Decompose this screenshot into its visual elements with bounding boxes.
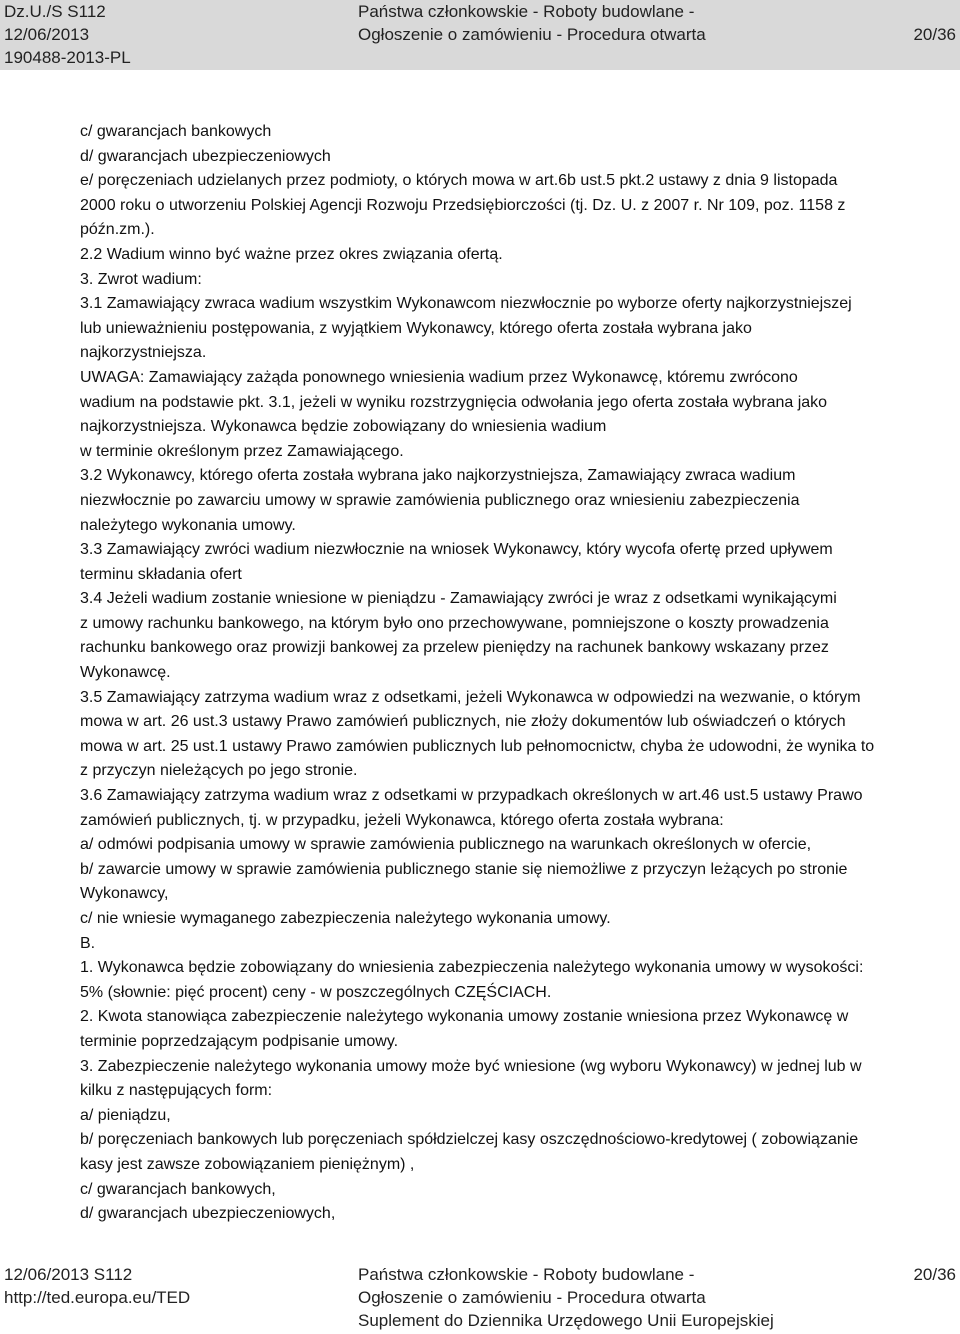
- text-line: z umowy rachunku bankowego, na którym było ono przechowywane, pomniejszone o koszty prowadzenia: [80, 614, 829, 632]
- text-line: 3. Zwrot wadium:: [80, 270, 202, 288]
- text-line: 5% (słownie: pięć procent) ceny - w poszczególnych CZĘŚCIACH.: [80, 983, 552, 1001]
- text-line: wadium na podstawie pkt. 3.1, jeżeli w wyniku rozstrzygnięcia odwołania jego oferta została wybrana jako: [80, 393, 828, 411]
- text-line: 3.1 Zamawiający zwraca wadium wszystkim Wykonawcom niezwłocznie po wyborze oferty najkorzystniejszej: [80, 295, 852, 313]
- text-line: 2. Kwota stanowiąca zabezpieczenie należytego wykonania umowy zostanie wniesiona przez Wykonawcę w: [80, 1008, 849, 1026]
- text-line: a/ odmówi podpisania umowy w sprawie zamówienia publicznego na warunkach określonych w ofercie,: [80, 836, 812, 854]
- footer-date-issue: 12/06/2013 S112: [4, 1265, 133, 1284]
- text-line: d/ gwarancjach ubezpieczeniowych: [80, 147, 331, 165]
- text-line: zamówień publicznych, tj. w przypadku, jeżeli Wykonawca, którego oferta została wybrana:: [80, 811, 724, 829]
- text-line: c/ gwarancjach bankowych,: [80, 1180, 276, 1198]
- header-page-number: 20/36: [913, 25, 956, 44]
- text-line: b/ zawarcie umowy w sprawie zamówienia publicznego stanie się niemożliwe z przyczyn leżących po stronie: [80, 860, 848, 878]
- text-line: terminie poprzedzającym podpisanie umowy.: [80, 1032, 399, 1050]
- text-line: mowa w art. 25 ust.1 ustawy Prawo zamówien publicznych lub pełnomocnictw, chyba że udowodni, że wynika to: [80, 737, 875, 755]
- header-date: 12/06/2013: [4, 25, 90, 44]
- header-title-line-2: Ogłoszenie o zamówieniu - Procedura otwarta: [358, 25, 706, 44]
- header-notice-id: 190488-2013-PL: [4, 48, 131, 67]
- text-line: Wykonawcę.: [80, 664, 171, 682]
- text-line: Wykonawcy,: [80, 885, 169, 903]
- footer-url-link[interactable]: http://ted.europa.eu/TED: [4, 1288, 191, 1307]
- text-line: w terminie określonym przez Zamawiającego.: [80, 442, 404, 460]
- text-line: najkorzystniejsza.: [80, 344, 207, 362]
- text-line: 3. Zabezpieczenie należytego wykonania umowy może być wniesione (wg wyboru Wykonawcy) w jednej lub w: [80, 1057, 862, 1075]
- text-line: późn.zm.).: [80, 221, 155, 239]
- header-journal-ref: Dz.U./S S112: [4, 2, 106, 21]
- footer-title-line-1: Państwa członkowskie - Roboty budowlane -: [358, 1265, 695, 1284]
- page-header: [0, 0, 960, 70]
- text-line: e/ poręczeniach udzielanych przez podmioty, o których mowa w art.6b ust.5 pkt.2 ustawy z dnia 9 listopada: [80, 172, 838, 190]
- text-line: 1. Wykonawca będzie zobowiązany do wniesienia zabezpieczenia należytego wykonania umowy w wysokości:: [80, 959, 864, 977]
- text-line: niezwłocznie po zawarciu umowy w sprawie zamówienia publicznego oraz wniesieniu zabezpieczenia: [80, 491, 800, 509]
- text-line: 2.2 Wadium winno być ważne przez okres związania ofertą.: [80, 245, 503, 263]
- text-line: 3.5 Zamawiający zatrzyma wadium wraz z odsetkami, jeżeli Wykonawca w odpowiedzi na wezwanie, o którym: [80, 688, 861, 706]
- text-line: mowa w art. 26 ust.3 ustawy Prawo zamówień publicznych, nie złoży dokumentów lub oświadczeń o których: [80, 713, 846, 731]
- text-line: należytego wykonania umowy.: [80, 516, 296, 534]
- text-line: terminu składania ofert: [80, 565, 242, 583]
- text-line: c/ gwarancjach bankowych: [80, 123, 272, 140]
- text-line: 3.3 Zamawiający zwróci wadium niezwłocznie na wniosek Wykonawcy, który wycofa ofertę przed upływem: [80, 541, 833, 559]
- document-body: [80, 120, 960, 1227]
- header-left-meta: [4, 0, 131, 69]
- text-line: lub unieważnieniu postępowania, z wyjątkiem Wykonawcy, którego oferta została wybrana jako: [80, 319, 752, 337]
- text-line: b/ poręczeniach bankowych lub poręczeniach spółdzielczej kasy oszczędnościowo-kredytowej ( zobowiązanie: [80, 1131, 859, 1149]
- header-title-line-1: Państwa członkowskie - Roboty budowlane -: [358, 2, 695, 21]
- text-line: 2000 roku o utworzeniu Polskiej Agencji Rozwoju Przedsiębiorczości (tj. Dz. U. z 2007 r. Nr 109, poz. 1158 z: [80, 196, 846, 214]
- text-line: z przyczyn nieleżących po jego stronie.: [80, 762, 358, 780]
- footer-left-meta: [4, 1263, 190, 1309]
- text-line: 3.2 Wykonawcy, którego oferta została wybrana jako najkorzystniejsza, Zamawiający zwraca wadium: [80, 467, 796, 485]
- page-footer: [0, 1263, 960, 1334]
- footer-page-number: 20/36: [913, 1265, 956, 1284]
- text-line: kasy jest zawsze zobowiązaniem pieniężnym) ,: [80, 1155, 415, 1173]
- text-line: 3.6 Zamawiający zatrzyma wadium wraz z odsetkami w przypadkach określonych w art.46 ust.5 ustawy Prawo: [80, 787, 863, 805]
- text-line: UWAGA: Zamawiający zażąda ponownego wniesienia wadium przez Wykonawcę, któremu zwrócono: [80, 368, 798, 386]
- text-line: a/ pieniądzu,: [80, 1106, 171, 1124]
- footer-title-line-2: Ogłoszenie o zamówieniu - Procedura otwarta: [358, 1288, 706, 1307]
- text-line: kilku z następujących form:: [80, 1082, 273, 1100]
- header-title-block: [358, 0, 706, 46]
- text-line: rachunku bankowego oraz prowizji bankowej za przelew pieniędzy na rachunek bankowy wskazany przez: [80, 639, 829, 657]
- footer-title-block: [358, 1263, 774, 1332]
- text-line: B.: [80, 934, 96, 952]
- text-line: 3.4 Jeżeli wadium zostanie wniesione w pieniądzu - Zamawiający zwróci je wraz z odsetkami wynikającymi: [80, 590, 837, 608]
- text-line: d/ gwarancjach ubezpieczeniowych,: [80, 1205, 336, 1223]
- footer-title-line-3: Suplement do Dziennika Urzędowego Unii Europejskiej: [358, 1311, 774, 1330]
- text-line: najkorzystniejsza. Wykonawca będzie zobowiązany do wniesienia wadium: [80, 418, 607, 436]
- text-line: c/ nie wniesie wymaganego zabezpieczenia należytego wykonania umowy.: [80, 910, 611, 927]
